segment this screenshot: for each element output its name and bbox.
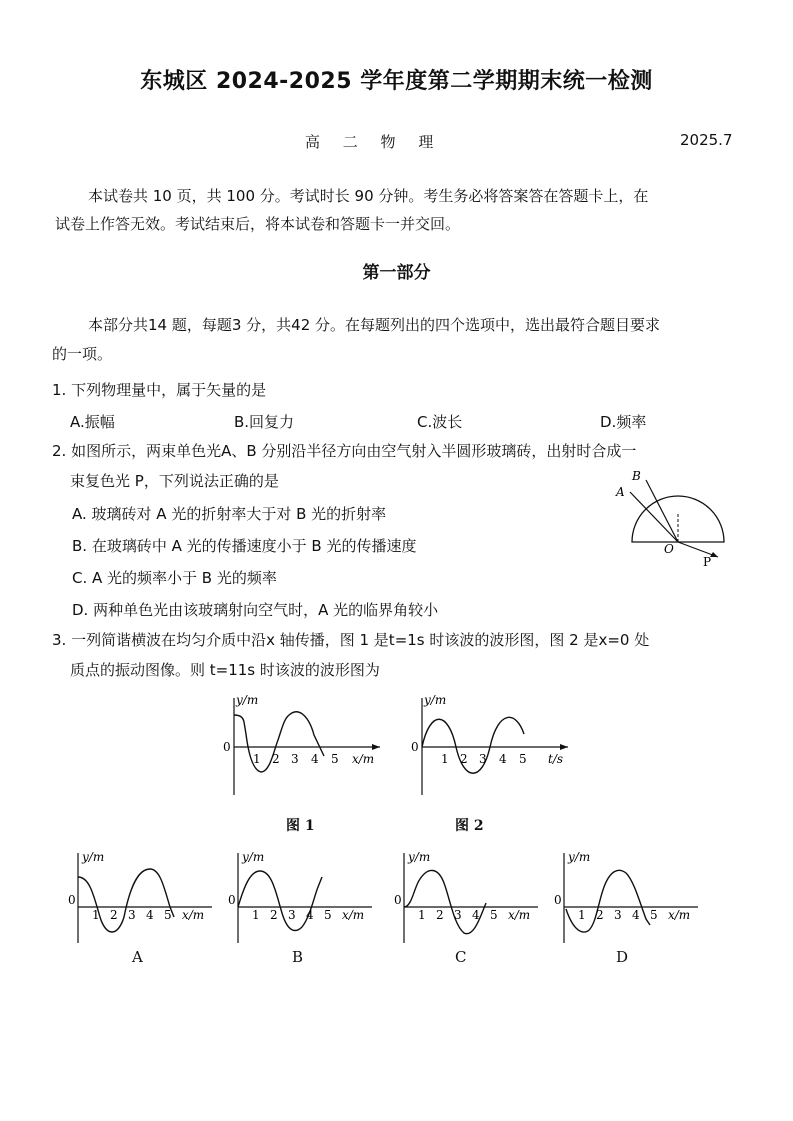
svg-text:4: 4 xyxy=(306,908,314,922)
choice-b-graph[interactable] xyxy=(226,847,376,947)
svg-text:x/m: x/m xyxy=(668,908,691,922)
fig2-tick-5: 5 xyxy=(519,752,527,766)
svg-text:3: 3 xyxy=(288,908,296,922)
svg-text:y/m: y/m xyxy=(568,850,591,864)
svg-text:1: 1 xyxy=(578,908,586,922)
exam-title: 东城区 2024-2025 学年度第二学期期末统一检测 xyxy=(140,69,653,94)
fig1-origin: 0 xyxy=(223,740,231,754)
q2-stem-line-1: 2. 如图所示，两束单色光A、B 分别沿半径方向由空气射入半圆形玻璃砖，出射时合成一 xyxy=(52,442,637,460)
svg-text:0: 0 xyxy=(394,893,402,907)
svg-text:4: 4 xyxy=(146,908,154,922)
section-intro-line-2: 的一项。 xyxy=(52,345,113,363)
svg-text:3: 3 xyxy=(454,908,462,922)
fig2-xlabel: t/s xyxy=(548,752,564,766)
choice-c-graph[interactable] xyxy=(392,847,542,947)
svg-text:2: 2 xyxy=(596,908,604,922)
fig2-tick-3: 3 xyxy=(479,752,487,766)
svg-text:y/m: y/m xyxy=(242,850,265,864)
choice-b-label[interactable]: B xyxy=(292,948,304,966)
fig2-caption: 图 2 xyxy=(455,818,484,834)
fig2-tick-2: 2 xyxy=(460,752,468,766)
svg-text:1: 1 xyxy=(252,908,260,922)
fig1-tick-3: 3 xyxy=(291,752,299,766)
q1-stem: 1. 下列物理量中，属于矢量的是 xyxy=(52,381,267,399)
fig1-tick-1: 1 xyxy=(253,752,261,766)
q2-glass-diagram xyxy=(600,462,730,572)
svg-text:5: 5 xyxy=(324,908,332,922)
svg-text:3: 3 xyxy=(614,908,622,922)
q2-option-b: B. 在玻璃砖中 A 光的传播速度小于 B 光的传播速度 xyxy=(72,537,417,555)
svg-text:3: 3 xyxy=(128,908,136,922)
exam-date: 2025.7 xyxy=(680,131,733,149)
choice-d-label[interactable]: D xyxy=(616,948,629,966)
svg-text:4: 4 xyxy=(632,908,640,922)
label-b: B xyxy=(632,469,641,483)
t-axis-arrow xyxy=(560,744,568,750)
svg-text:4: 4 xyxy=(472,908,480,922)
q3-stem-line-2: 质点的振动图像。则 t=11s 时该波的波形图为 xyxy=(70,661,380,679)
svg-text:0: 0 xyxy=(554,893,562,907)
q1-option-c: C.波长 xyxy=(417,413,463,431)
fig2-origin: 0 xyxy=(411,740,419,754)
fig1-ylabel: y/m xyxy=(236,693,259,707)
x-axis-arrow xyxy=(372,744,380,750)
fig1-caption: 图 1 xyxy=(286,818,315,834)
ray-b xyxy=(646,480,678,542)
fig1-tick-4: 4 xyxy=(311,752,319,766)
choice-a-label[interactable]: A xyxy=(132,948,143,966)
svg-text:2: 2 xyxy=(436,908,444,922)
q2-option-c: C. A 光的频率小于 B 光的频率 xyxy=(72,569,277,587)
choice-a-graph[interactable] xyxy=(66,847,216,947)
svg-text:5: 5 xyxy=(490,908,498,922)
svg-text:y/m: y/m xyxy=(82,850,105,864)
ray-a xyxy=(630,492,678,542)
label-a: A xyxy=(616,485,625,499)
q3-figure-1 xyxy=(218,690,383,800)
svg-text:1: 1 xyxy=(418,908,426,922)
q3-stem-line-1: 3. 一列简谐横波在均匀介质中沿x 轴传播，图 1 是t=1s 时该波的波形图，图 2 是x=0 处 xyxy=(52,631,650,649)
q3-figure-2 xyxy=(406,690,571,800)
subject-label: 高 二 物 理 xyxy=(305,133,443,151)
svg-text:x/m: x/m xyxy=(342,908,365,922)
svg-text:x/m: x/m xyxy=(508,908,531,922)
section-title: 第一部分 xyxy=(362,263,431,283)
fig1-tick-5: 5 xyxy=(331,752,339,766)
svg-text:1: 1 xyxy=(92,908,100,922)
fig2-ylabel: y/m xyxy=(424,693,447,707)
q1-option-a: A.振幅 xyxy=(70,413,115,431)
q2-option-d: D. 两种单色光由该玻璃射向空气时，A 光的临界角较小 xyxy=(72,601,439,619)
intro-line-1: 本试卷共 10 页，共 100 分。考试时长 90 分钟。考生务必将答案答在答题卡上，在 xyxy=(88,187,649,205)
svg-text:2: 2 xyxy=(270,908,278,922)
svg-text:2: 2 xyxy=(110,908,118,922)
fig2-tick-4: 4 xyxy=(499,752,507,766)
svg-text:5: 5 xyxy=(650,908,658,922)
svg-text:y/m: y/m xyxy=(408,850,431,864)
svg-text:0: 0 xyxy=(228,893,236,907)
q1-option-d: D.频率 xyxy=(600,413,647,431)
svg-text:0: 0 xyxy=(68,893,76,907)
svg-text:5: 5 xyxy=(164,908,172,922)
fig2-tick-1: 1 xyxy=(441,752,449,766)
label-p: P xyxy=(703,555,712,569)
svg-text:x/m: x/m xyxy=(182,908,205,922)
choice-c-label[interactable]: C xyxy=(455,948,467,966)
q1-option-b: B.回复力 xyxy=(234,413,295,431)
fig1-xlabel: x/m xyxy=(352,752,375,766)
fig1-tick-2: 2 xyxy=(272,752,280,766)
choice-d-graph[interactable] xyxy=(552,847,702,947)
intro-line-2: 试卷上作答无效。考试结束后，将本试卷和答题卡一并交回。 xyxy=(55,215,461,233)
q2-option-a: A. 玻璃砖对 A 光的折射率大于对 B 光的折射率 xyxy=(72,505,387,523)
vibration-curve xyxy=(422,717,524,773)
section-intro-line-1: 本部分共14 题，每题3 分，共42 分。在每题列出的四个选项中，选出最符合题目要求 xyxy=(88,316,661,334)
q2-stem-line-2: 束复色光 P，下列说法正确的是 xyxy=(70,472,279,490)
label-o: O xyxy=(664,542,674,556)
